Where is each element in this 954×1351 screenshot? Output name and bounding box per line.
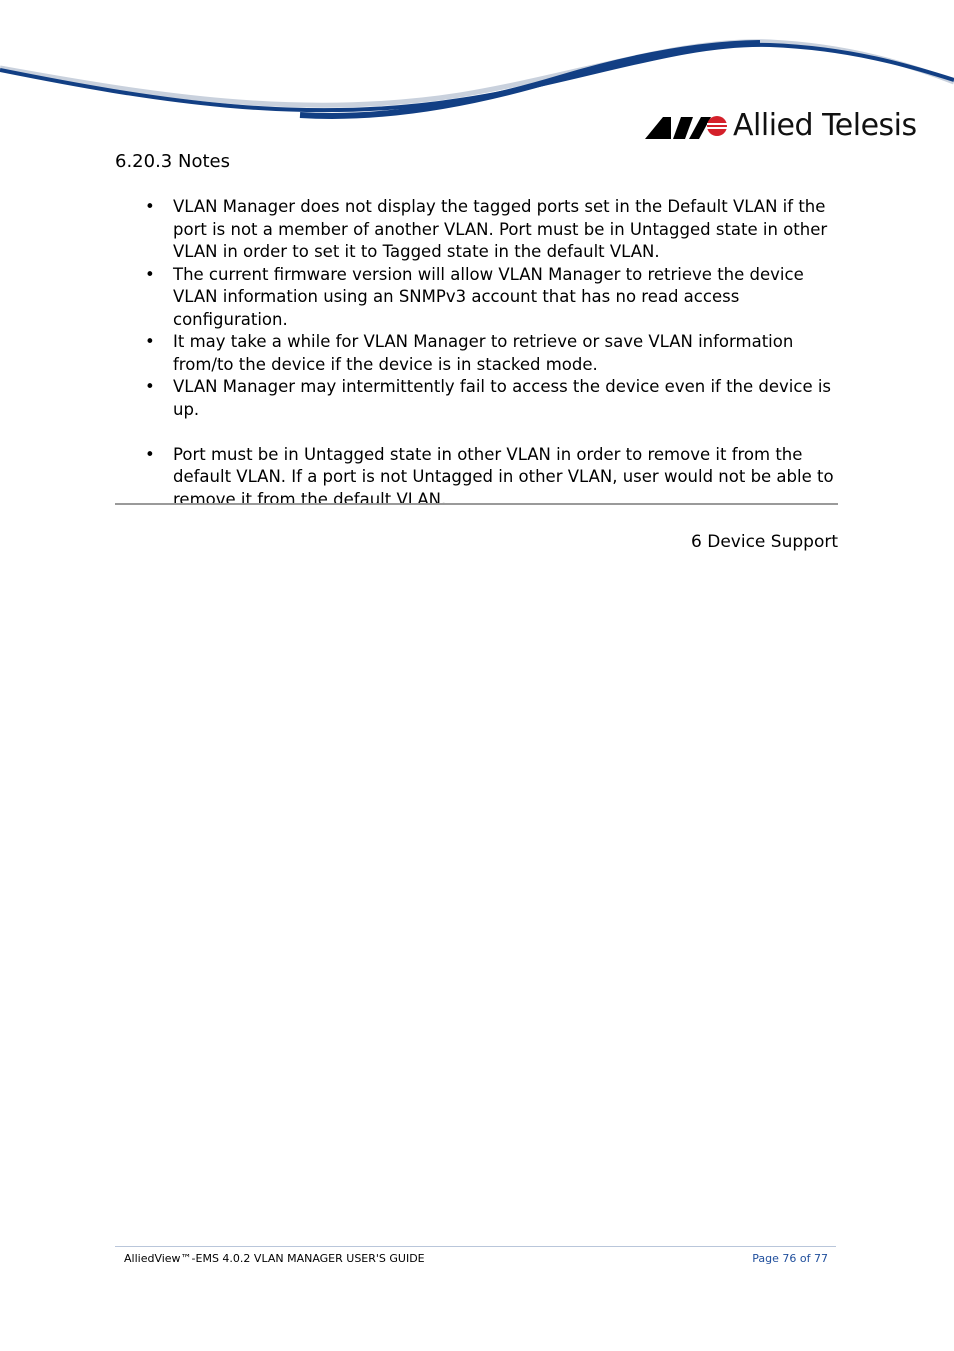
allied-telesis-logo-icon — [645, 113, 729, 141]
bullet-icon: • — [145, 332, 155, 351]
header-swoosh — [0, 0, 954, 125]
bullet-icon: • — [145, 197, 155, 216]
bullet-icon: • — [145, 264, 155, 284]
list-item — [115, 444, 845, 512]
footer-page-number: Page 76 of 77 — [752, 1252, 828, 1265]
footer-divider — [115, 1246, 836, 1247]
note-text: The current firmware version will allow VLAN Manager to retrieve the device VLAN information using an SNMPv3 account that has no read access configuration. — [173, 264, 804, 329]
list-item — [115, 331, 845, 376]
list-item — [115, 264, 845, 332]
bullet-icon: • — [145, 444, 155, 464]
chapter-label: 6 Device Support — [691, 532, 838, 552]
list-item — [115, 376, 845, 421]
logo-wordmark: Allied Telesis — [733, 108, 917, 143]
note-text: It may take a while for VLAN Manager to retrieve or save VLAN information from/to the device if the device is in stacked mode. — [173, 332, 794, 374]
note-text: Port must be in Untagged state in other VLAN in order to remove it from the default VLAN. If a port is not Untagged in other VLAN, user would not be able to remove it from the default VLAN. — [173, 444, 834, 509]
bullet-icon: • — [145, 377, 155, 396]
list-item — [115, 196, 845, 264]
company-logo — [645, 108, 917, 148]
note-text: VLAN Manager does not display the tagged ports set in the Default VLAN if the port is not a member of another VLAN. Port must be in Untagged state in other VLAN in order to set it to Tagged state in the default VLAN. — [173, 197, 828, 261]
section-title: 6.20.3 Notes — [115, 151, 230, 172]
section-divider — [115, 503, 838, 505]
note-text: VLAN Manager may intermittently fail to access the device even if the device is up. — [173, 377, 832, 419]
footer-document-title: AlliedView™-EMS 4.0.2 VLAN MANAGER USER'S GUIDE — [124, 1252, 425, 1265]
notes-list — [115, 196, 845, 511]
